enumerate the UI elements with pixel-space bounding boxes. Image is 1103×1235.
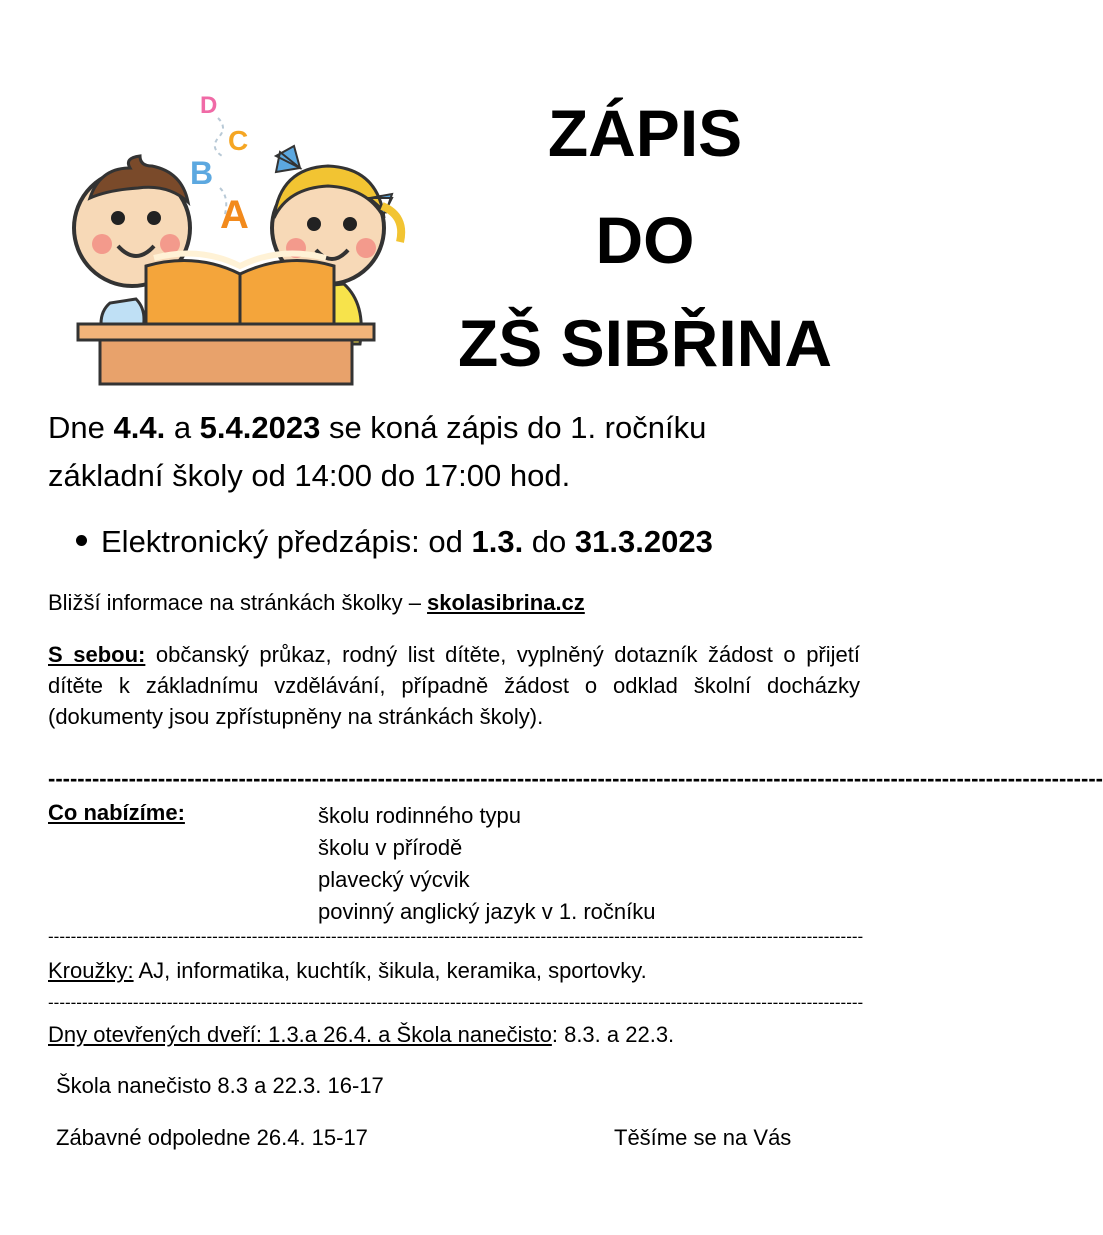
divider-1: ------------------------------------------------------------------------------------------------------------------------------------------------: [48, 766, 1103, 791]
bring-along-label: S sebou:: [48, 642, 146, 667]
title-line-1: ZÁPIS: [547, 96, 743, 170]
bullet-date-to: 31.3.2023: [574, 524, 713, 559]
bullet-dot-icon: [76, 535, 87, 546]
closing-greeting: Těšíme se na Vás: [614, 1125, 792, 1150]
clubs-line: [48, 958, 647, 984]
bullet-text-2: do: [523, 524, 575, 559]
school-desk: [78, 324, 374, 384]
bullet-date-from: 1.3.: [471, 524, 524, 559]
lead-line-2: základní školy od 14:00 do 17:00 hod.: [48, 458, 571, 493]
bullet-text-1: Elektronický předzápis: od: [101, 524, 472, 559]
clubs-text: AJ, informatika, kuchtík, šikula, keramika, sportovky.: [133, 958, 647, 983]
pre-registration-bullet: [76, 524, 713, 560]
divider-2: ------------------------------------------------------------------------------------------------------------------------------------------------: [48, 927, 864, 946]
bring-along-paragraph: [48, 640, 860, 732]
letter-c: C: [228, 125, 249, 156]
bring-along-text: občanský průkaz, rodný list dítěte, vyplněný dotazník žádost o přijetí dítěte k základnímu vzdělávání, případně žádost o odklad školní docházky (dokumenty jsou zpřístupněny na stránkách školy).: [48, 642, 860, 729]
offer-item: povinný anglický jazyk v 1. ročníku: [318, 898, 656, 924]
letter-d: D: [200, 92, 218, 119]
date-second: 5.4.2023: [199, 410, 321, 445]
letter-a: A: [220, 193, 249, 237]
date-first: 4.4.: [113, 410, 166, 445]
lead-text-3: se koná zápis do 1. ročníku: [320, 410, 707, 445]
offer-list: [318, 800, 656, 928]
title-line-3: ZŠ SIBŘINA: [457, 306, 833, 380]
open-days-label: Dny otevřených dveří: 1.3.a 26.4. a Škola nanečisto: [48, 1022, 552, 1047]
lead-line-1: [48, 410, 706, 446]
open-days-line: [48, 1022, 674, 1048]
offer-item: plavecký výcvik: [318, 866, 470, 892]
offer-label: Co nabízíme:: [48, 800, 185, 825]
divider-3: ------------------------------------------------------------------------------------------------------------------------------------------------: [48, 993, 864, 1012]
clubs-label: Kroužky:: [48, 958, 134, 983]
offer-item: školu rodinného typu: [318, 803, 522, 828]
info-text: Bližší informace na stránkách školky –: [48, 590, 428, 615]
title-line-2: DO: [595, 203, 695, 277]
lead-text-1: Dne: [48, 410, 114, 445]
open-days-text: : 8.3. a 22.3.: [551, 1022, 675, 1047]
fun-afternoon-line: Zábavné odpoledne 26.4. 15-17: [56, 1125, 368, 1150]
lead-text-2: a: [165, 410, 200, 445]
trial-school-line: Škola nanečisto 8.3 a 22.3. 16-17: [56, 1073, 384, 1098]
children-reading-illustration: [70, 88, 415, 388]
info-line: [48, 590, 585, 616]
website-link[interactable]: skolasibrina.cz: [427, 590, 585, 615]
offer-item: školu v přírodě: [318, 834, 463, 860]
letter-b: B: [190, 155, 214, 191]
